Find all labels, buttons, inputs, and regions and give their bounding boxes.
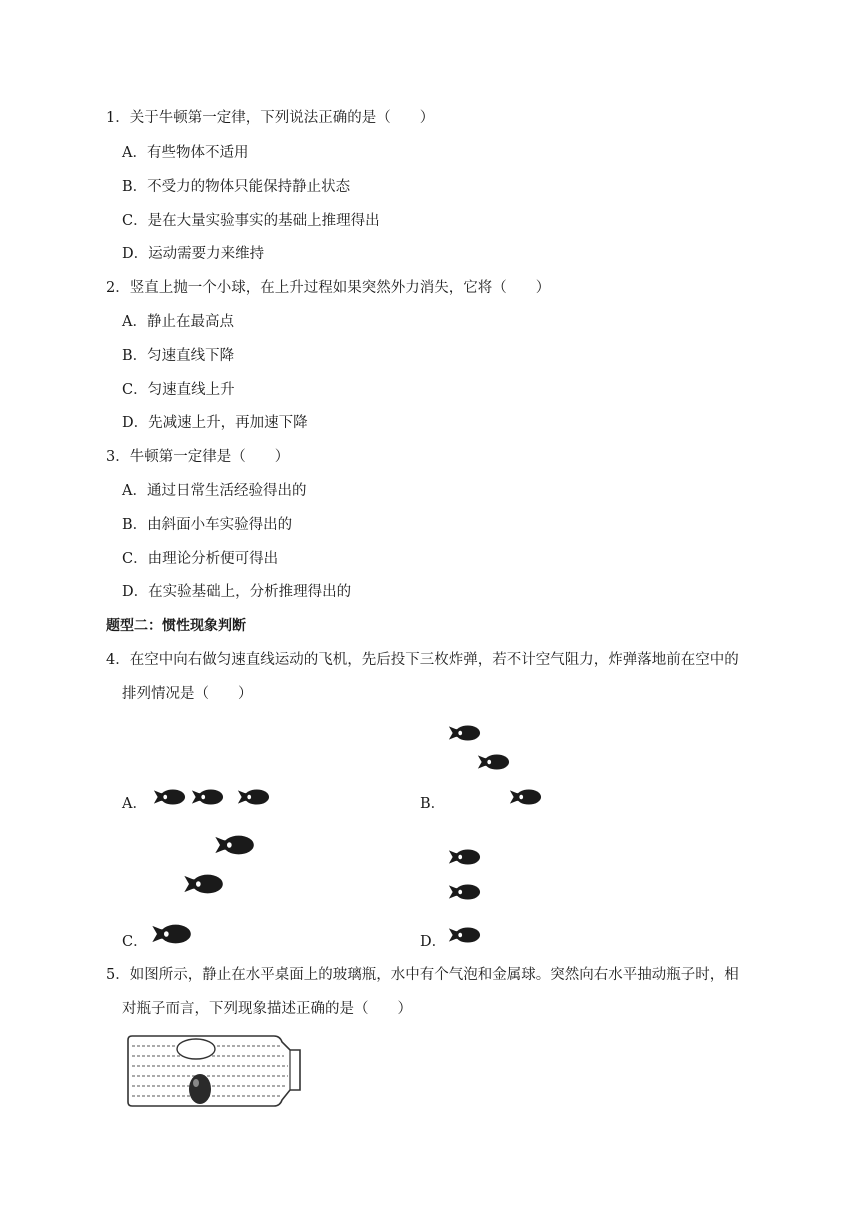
option-text: 由理论分析便可得出	[147, 551, 279, 567]
bomb-icon	[447, 926, 481, 944]
bomb-icon	[213, 834, 255, 856]
bomb-icon	[508, 788, 542, 806]
option-label: D．	[122, 584, 149, 600]
option-text: 是在大量实验事实的基础上推理得出	[147, 213, 380, 229]
bomb-icon	[190, 788, 224, 806]
option-label: B．	[122, 348, 148, 364]
air-bubble	[177, 1039, 215, 1059]
metal-ball	[189, 1074, 211, 1104]
option-text: 由斜面小车实验得出的	[147, 517, 293, 533]
option-label: D．	[122, 415, 149, 431]
question-number: 2．	[106, 280, 130, 296]
question-number: 5．	[106, 967, 130, 983]
option-label: D．	[122, 246, 149, 262]
question-text: 牛顿第一定律是（ ）	[129, 449, 290, 465]
question-4-line2: 排列情况是（ ）	[122, 686, 253, 702]
question-3	[106, 447, 289, 467]
option-label: C．	[122, 551, 148, 567]
bomb-icon	[476, 753, 510, 771]
option-text: 运动需要力来维持	[148, 246, 265, 262]
question-4	[106, 650, 739, 670]
option-text: 通过日常生活经验得出的	[146, 483, 307, 499]
option-label: B．	[122, 179, 148, 195]
option-3b[interactable]	[122, 515, 292, 535]
option-label: B．	[122, 517, 148, 533]
question-5	[106, 965, 739, 985]
figure-b-label[interactable]: B．	[420, 796, 446, 812]
bomb-icon	[236, 788, 270, 806]
question-text-line1: 在空中向右做匀速直线运动的飞机，先后投下三枚炸弹，若不计空气阻力，炸弹落地前在空中的	[129, 652, 739, 668]
figure-a-label[interactable]: A．	[122, 796, 147, 812]
option-text: 匀速直线上升	[147, 382, 235, 398]
option-3a[interactable]	[122, 481, 306, 501]
option-1c[interactable]	[122, 211, 380, 231]
bomb-icon	[447, 883, 481, 901]
option-text: 不受力的物体只能保持静止状态	[147, 179, 351, 195]
question-text: 竖直上抛一个小球，在上升过程如果突然外力消失，它将（ ）	[129, 280, 551, 296]
option-1a[interactable]	[122, 143, 248, 163]
question-text: 关于牛顿第一定律，下列说法正确的是（ ）	[129, 110, 435, 126]
metal-ball-highlight	[193, 1079, 199, 1087]
question-2	[106, 278, 550, 298]
option-text: 在实验基础上，分析推理得出的	[148, 584, 352, 600]
question-5-line2: 对瓶子而言，下列现象描述正确的是（ ）	[122, 1001, 412, 1017]
question-text-line1: 如图所示，静止在水平桌面上的玻璃瓶，水中有个气泡和金属球。突然向右水平抽动瓶子时，相	[129, 967, 739, 983]
bomb-icon	[152, 788, 186, 806]
option-text: 静止在最高点	[146, 314, 234, 330]
option-2b[interactable]	[122, 346, 234, 366]
bomb-icon	[182, 873, 224, 895]
option-label: C．	[122, 382, 148, 398]
option-text: 先减速上升，再加速下降	[148, 415, 308, 431]
option-1d[interactable]	[122, 244, 264, 264]
question-1	[106, 108, 434, 128]
question-number: 3．	[106, 449, 130, 465]
figure-d-label[interactable]: D．	[420, 934, 447, 950]
bomb-icon	[447, 848, 481, 866]
option-label: A．	[122, 145, 147, 161]
option-label: A．	[122, 314, 147, 330]
bomb-icon	[447, 724, 481, 742]
section-title: 题型二：惯性现象判断	[106, 618, 246, 634]
bomb-icon	[150, 923, 192, 945]
option-2a[interactable]	[122, 312, 234, 332]
bottle-figure	[124, 1032, 306, 1112]
option-3c[interactable]	[122, 549, 278, 569]
option-label: C．	[122, 213, 148, 229]
figure-c-label[interactable]: C．	[122, 934, 148, 950]
question-number: 1．	[106, 110, 130, 126]
option-label: A．	[122, 483, 147, 499]
option-text: 匀速直线下降	[147, 348, 235, 364]
option-2c[interactable]	[122, 380, 235, 400]
option-1b[interactable]	[122, 177, 350, 197]
question-number: 4．	[106, 652, 130, 668]
option-2d[interactable]	[122, 413, 308, 433]
option-3d[interactable]	[122, 582, 351, 602]
option-text: 有些物体不适用	[146, 145, 249, 161]
